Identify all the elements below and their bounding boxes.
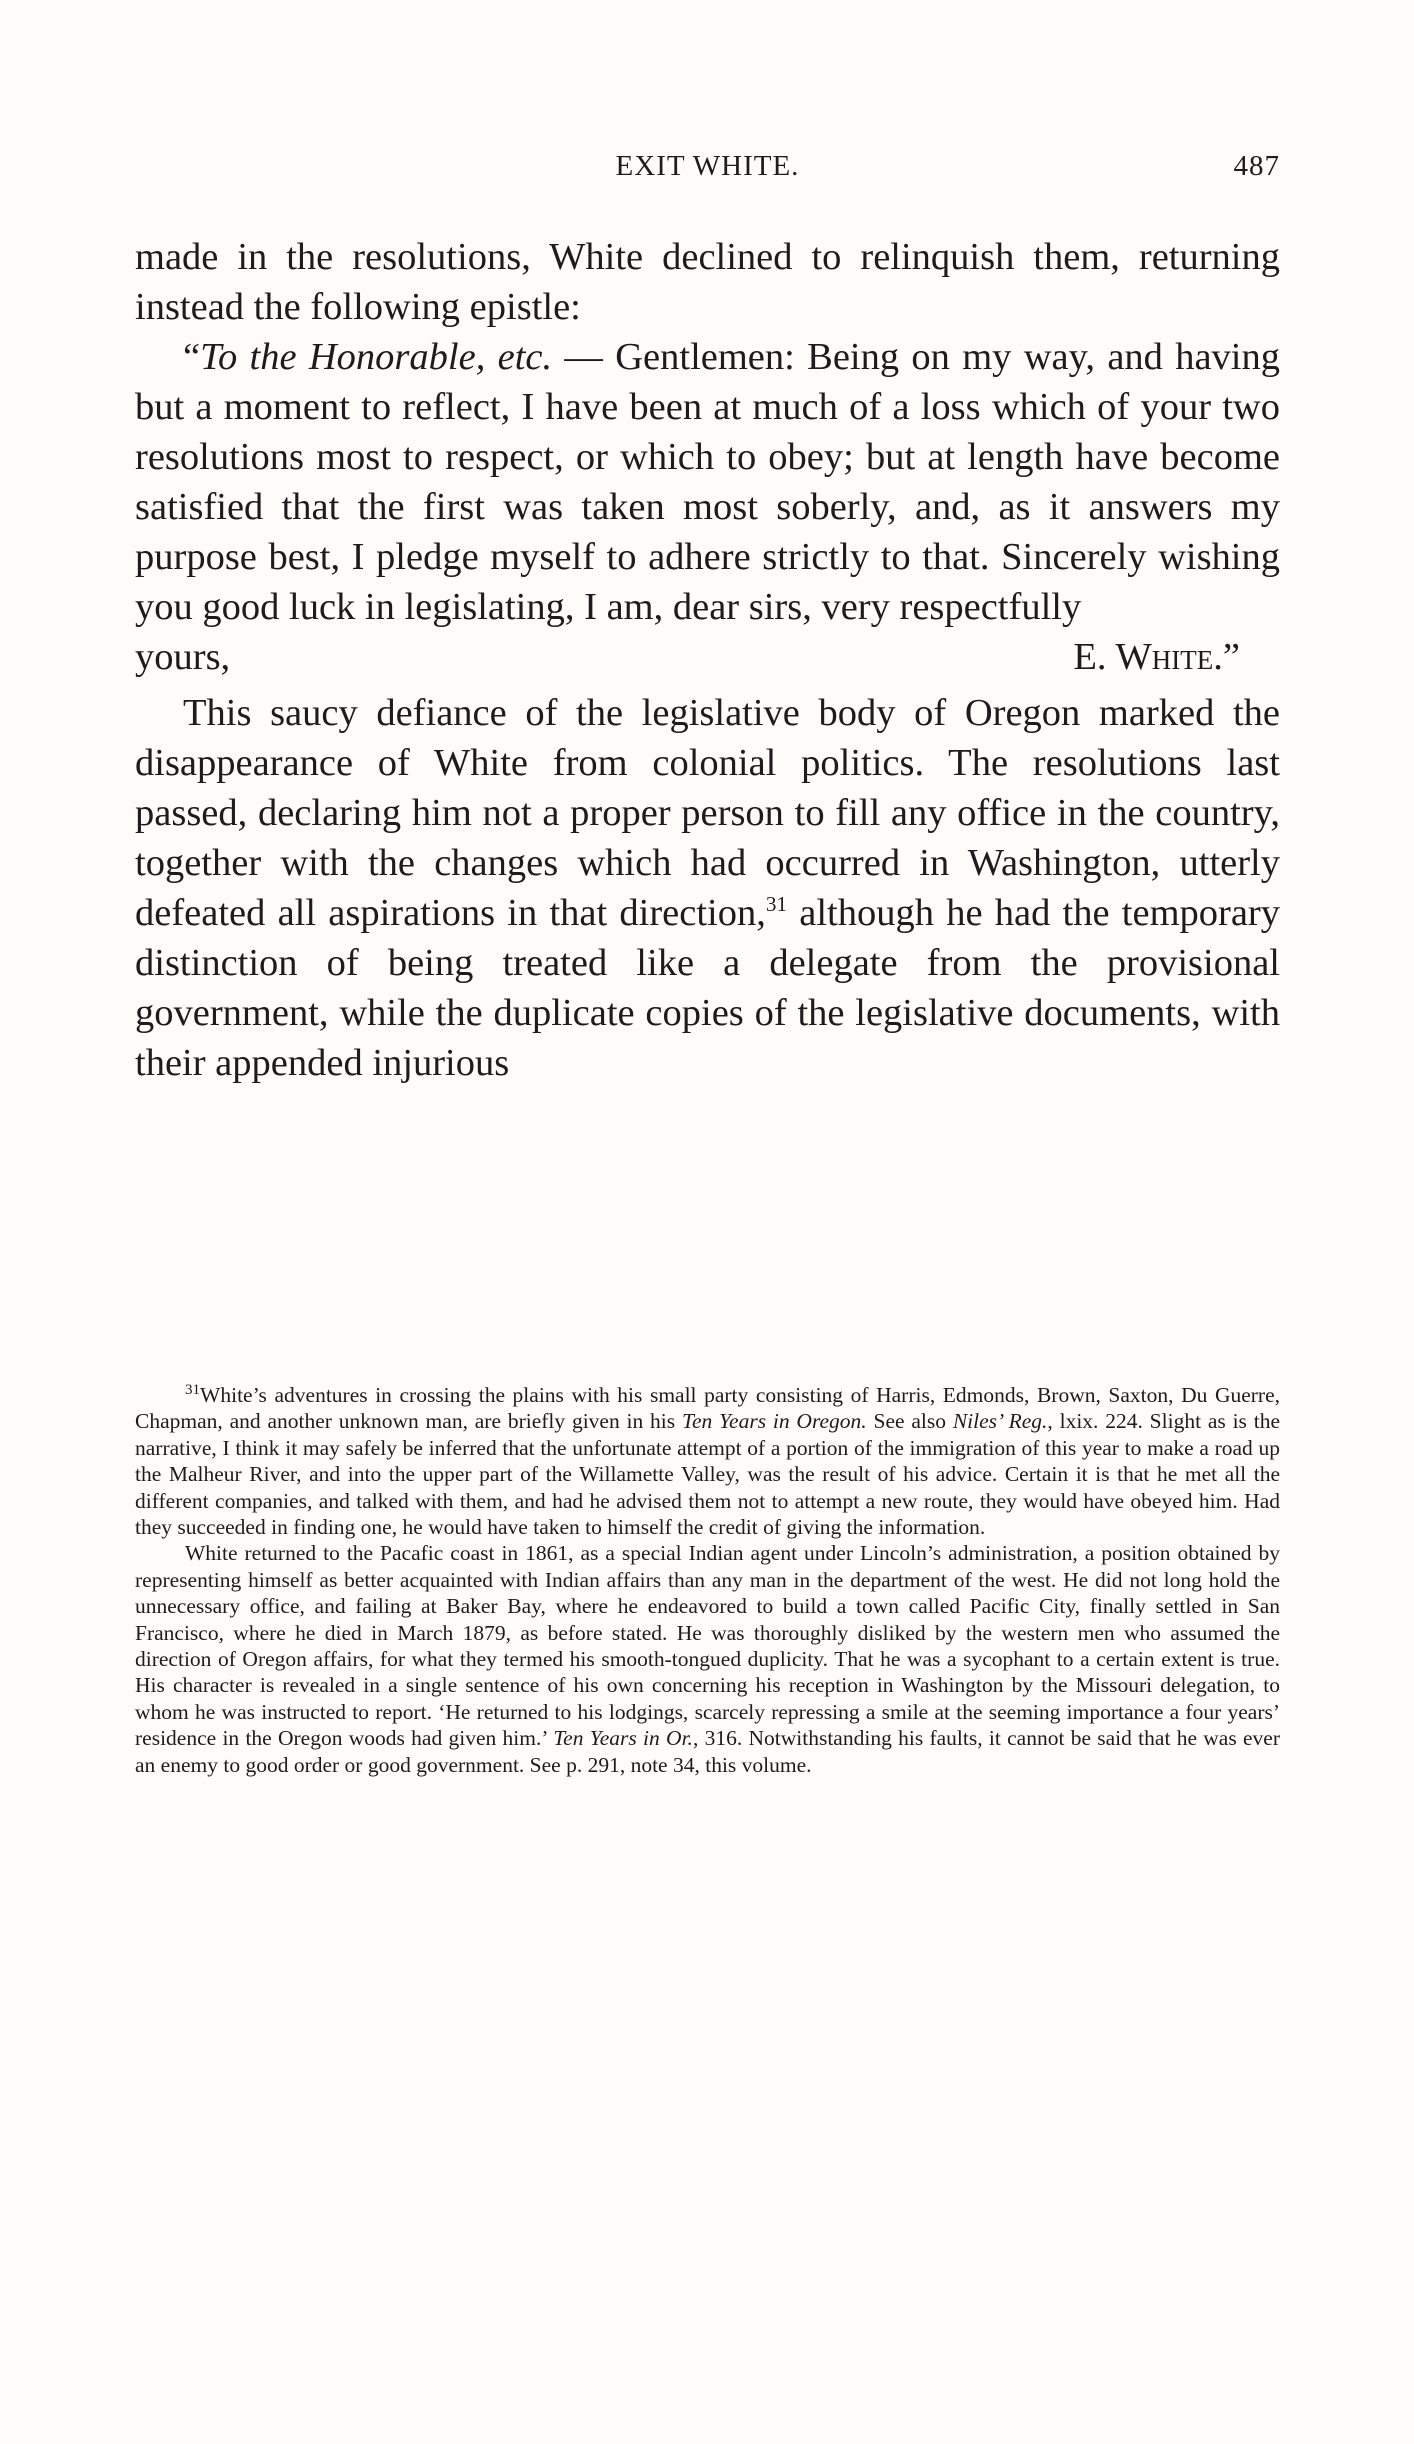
paragraph-3: This saucy defiance of the legislative body of Oregon marked the disappearance of White from colonial politics. The resolutions last passed, declaring him not a proper person to fill any office in the country, together with the changes which had occurred in Washington, utterly defeated all aspirations in that direction,$^{31}$ although he had the temporary distinction of being treated like a delegate from the provisional government, while the duplicate copies of the legislative documents, with their appended injurious [135,692,1281,1084]
body-text [135,232,1280,1088]
footnote-reference[interactable]: 31 [765,892,788,917]
page-number: 487 [1233,150,1280,182]
letter-text: — Gentlemen: Being on my way, and having but a moment to reflect, I have been at much of a loss which of your two resolutions most to respect, or which to obey; but at length have become satisfied that the first was taken most soberly, and, as it answers my purpose best, I pledge myself to adhere strictly to that. Sincerely wishing you good luck in legislating, I am, dear sirs, very respectfully [135,336,1280,628]
footnote-31 [135,1382,1280,1778]
footnote-paragraph-2: White returned to the Pacafic coast in 1861, as a special Indian agent under Lincoln’s administration, a position obtained by representing himself as better acquainted with Indian affairs than any man in the department of the west. He did not long hold the unnecessary office, and failing at Baker Bay, where he endeavored to build a town called Pacific City, finally settled in San Francisco, where he died in March 1879, as before stated. He was thoroughly disliked by the western men who assumed the direction of Oregon affairs, for what they termed his smooth-tongued duplicity. That he was a sycophant to a certain extent is true. His character is revealed in a single sentence of his own concerning his reception in Washington by the Missouri delegation, to whom he was instructed to report. ‘He returned to his lodgings, scarcely repressing a smile at the seeming importance a four years’ residence in the Oregon woods had given him.’ Ten Years in Or., 316. Notwithstanding his faults, it cannot be said that he was ever an enemy to good order or good government. See p. 291, note 34, this volume. [135,1541,1280,1777]
letter-salutation: To the Honorable, etc. [200,336,553,378]
periodical-title: Niles’ Reg. [952,1409,1048,1434]
open-quote: “ [183,336,201,378]
running-head: EXIT WHITE. [615,150,800,182]
letter-signature-line [135,632,1280,682]
footnote-marker: 31 [185,1381,201,1398]
letter-signature: E. White.” [1073,636,1240,678]
paragraph-1: made in the resolutions, White declined to relinquish them, returning instead the following epistle: [135,236,1280,328]
footnote-paragraph-1: $^{31}$White’s adventures in crossing the plains with his small party consisting of Harris, Edmonds, Brown, Saxton, Du Guerre, Chapman, and another unknown man, are briefly given in his Ten Years in Oregon. See also Niles’ Reg., lxix. 224. Slight as is the narrative, I think it may safely be inferred that the unfortunate attempt of a portion of the immigration of this year to make a road up the Malheur River, and into the upper part of the Willamette Valley, was the result of his advice. Certain it is that he met all the different companies, and talked with them, and had he advised them not to attempt a new route, they would have obeyed him. Had they succeeded in finding one, he would have taken to himself the credit of giving the information. [135,1381,1280,1540]
book-title: Ten Years in Oregon. [681,1409,867,1434]
letter-closing: yours, [135,636,231,678]
letter-paragraph [135,332,1280,632]
page-header [135,150,1280,190]
book-title-short: Ten Years in Or. [553,1726,693,1751]
